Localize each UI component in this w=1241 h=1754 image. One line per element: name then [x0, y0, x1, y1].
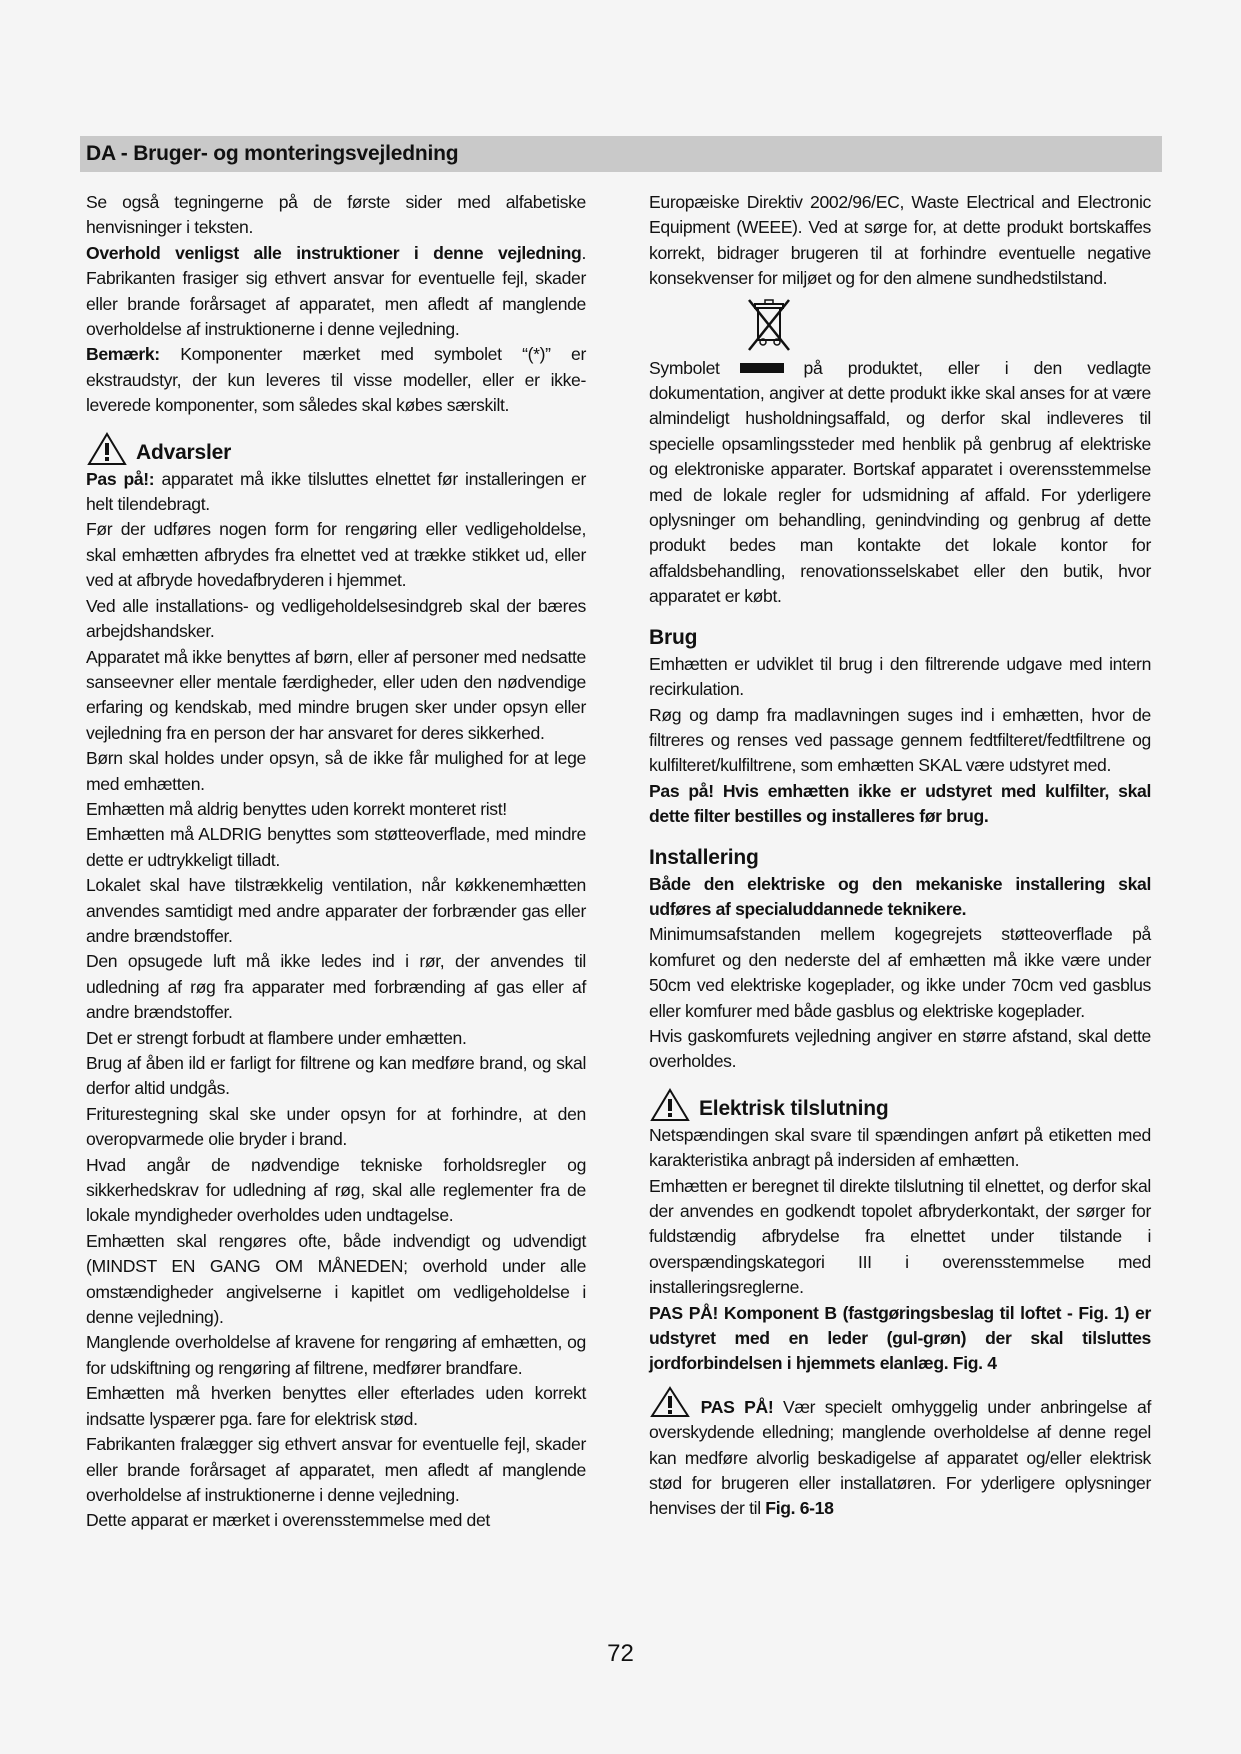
brug-warning: Pas på! Hvis emhætten ikke er udstyret med kulfilter, skal dette filter bestilles og installeres før brug.: [649, 780, 1151, 827]
electrical-title: Elektrisk tilslutning: [699, 1096, 889, 1120]
warning-paragraph: Brug af åben ild er farligt for filtrene og kan medføre brand, og skal derfor altid undgås.: [86, 1053, 586, 1099]
brug-title: Brug: [649, 625, 698, 649]
warning-paragraph: Fabrikanten fralægger sig ethvert ansvar for eventuelle fejl, skader eller brande forårsaget af apparatet, men afledt af manglende overholdelse af instruktionerne i denne vejledning.: [86, 1434, 586, 1505]
warning-triangle-icon: [649, 1385, 691, 1419]
intro-paragraph: Se også tegningerne på de første sider med alfabetiske henvisninger i teksten.: [86, 192, 586, 238]
symbol-line: [649, 356, 1151, 381]
warning-paragraph: Børn skal holdes under opsyn, så de ikke får mulighed for at lege med emhætten.: [86, 748, 586, 794]
warning-paragraph: Emhætten må ALDRIG benyttes som støtteoverflade, med mindre dette er udtrykkeligt tilladt.: [86, 824, 586, 870]
cable-warning-text: Vær specielt omhyggelig under anbringelse af overskydende elledning; manglende overholdelse af denne regel kan medføre alvorlig beskadigelse af apparatet og/eller elektrisk stød for brugeren eller installatøren. For yderligere oplysninger henvises der til: [649, 1396, 1151, 1519]
warnings-heading: [86, 431, 586, 467]
note-label: Bemærk:: [86, 344, 160, 365]
warning-paragraph: Den opsugede luft må ikke ledes ind i rør, der anvendes til udledning af røg fra apparater med forbrænding af gas eller af andre brændstoffer.: [86, 951, 586, 1023]
brug-paragraph: Emhætten er udviklet til brug i den filtrerende udgave med intern recirkulation.: [649, 653, 1151, 700]
section-header-bar: [80, 136, 1162, 172]
warning-triangle-icon: [86, 431, 128, 467]
instructions-text: . Fabrikanten frasiger sig ethvert ansvar for eventuelle fejl, skader eller brande forårsaget af apparatet, men afledt af manglende overholdelse af instruktionerne i denne vejledning.: [86, 242, 586, 340]
note-text: Komponenter mærket med symbolet “(*)” er ekstraudstyr, der kun leveres til visse modeller, eller er ikke-leverede komponenter, som således skal købes særskilt.: [86, 344, 586, 416]
warnings-title: Advarsler: [136, 440, 232, 464]
cable-warning-label: PAS PÅ!: [700, 1396, 774, 1417]
warning-paragraph: [86, 467, 586, 518]
warning-text: apparatet må ikke tilsluttes elnettet før installeringen er helt tilendebragt.: [86, 468, 586, 515]
cable-warning: [649, 1385, 1151, 1522]
figure-reference: Fig. 6-18: [765, 1498, 834, 1519]
symbol-word: Symbolet: [649, 357, 720, 378]
install-title: Installering: [649, 845, 759, 869]
left-column: [86, 190, 586, 1534]
install-paragraph: Minimumsafstanden mellem kogegrejets støtteoverflade på komfuret og den nederste del af emhætten må ikke være under 50cm ved elektriske kogeplader, og ikke under 70cm ved gasblus eller komfurer med både gasblus og elektriske kogeplader.: [649, 924, 1151, 1021]
warning-paragraph: Før der udføres nogen form for rengøring eller vedligeholdelse, skal emhætten afbrydes fra elnettet ved at trække stikket ud, eller ved at afbryde hovedafbryderen i hjemmet.: [86, 519, 586, 591]
instructions-emphasis: Overhold venligst alle instruktioner i denne vejledning: [86, 242, 582, 263]
warning-paragraph: Ved alle installations- og vedligeholdelsesindgreb skal der bæres arbejdshandsker.: [86, 595, 586, 642]
warning-triangle-icon: [649, 1087, 691, 1123]
weee-paragraph: Europæiske Direktiv 2002/96/EC, Waste Electrical and Electronic Equipment (WEEE). Ved at sørge for, at dette produkt bortskaffes korrekt, bidrager brugeren til at forhindre eventuelle negative konsekvenser for miljøet og for den almene sundhedstilstand.: [649, 192, 1151, 289]
warning-paragraph: Hvad angår de nødvendige tekniske forholdsregler og sikkerhedskrav for udledning af røg, skal alle reglementer fra de lokale myndigheder overholdes uden undtagelse.: [86, 1154, 586, 1226]
warning-paragraph: Manglende overholdelse af kravene for rengøring af emhætten, og for udskiftning og rengøring af filtrene, medfører brandfare.: [86, 1332, 586, 1378]
electrical-paragraph: Netspændingen skal svare til spændingen anført på etiketten med karakteristika anbragt på indersiden af emhætten.: [649, 1124, 1151, 1171]
warning-paragraph: Friturestegning skal ske under opsyn for at forhindre, at den overopvarmede olie bryder i brand.: [86, 1103, 586, 1150]
electrical-warning: PAS PÅ! Komponent B (fastgøringsbeslag til loftet - Fig. 1) er udstyret med en leder (gul-grøn) der skal tilsluttes jordforbindelsen i hjemmets elanlæg. Fig. 4: [649, 1302, 1151, 1374]
weee-crossed-bin-icon: [741, 296, 797, 354]
warning-paragraph: Emhætten må aldrig benyttes uden korrekt monteret rist!: [86, 798, 507, 819]
install-paragraph: Hvis gaskomfurets vejledning angiver en større afstand, skal dette overholdes.: [649, 1025, 1151, 1072]
warning-paragraph: Lokalet skal have tilstrækkelig ventilation, når køkkenemhætten anvendes samtidigt med andre apparater der forbrænder gas eller andre brændstoffer.: [86, 875, 586, 946]
brug-paragraph: Røg og damp fra madlavningen suges ind i emhætten, hvor de filtreres og renses ved passage gennem fedtfilteret/fedtfiltrene og kulfilteret/kulfiltrene, som emhætten SKAL være udstyret med.: [649, 704, 1151, 776]
page-number: 72: [607, 1640, 634, 1667]
symbol-after: på produktet, eller i den vedlagte: [803, 357, 1151, 378]
weee-symbol-block: [649, 296, 1151, 356]
warning-label: Pas på!:: [86, 468, 155, 489]
right-column: [649, 190, 1151, 1522]
warning-paragraph: Dette apparat er mærket i overensstemmelse med det: [86, 1510, 490, 1531]
warning-paragraph: Emhætten må hverken benyttes eller efterlades uden korrekt indsatte lyspærer pga. fare for elektrisk stød.: [86, 1383, 586, 1429]
note-paragraph: [86, 342, 586, 418]
install-emphasis: Både den elektriske og den mekaniske installering skal udføres af specialuddannede teknikere.: [649, 873, 1151, 919]
weee-bar-icon: [740, 363, 784, 373]
symbol-paragraph: dokumentation, angiver at dette produkt ikke skal anses for at være almindeligt husholdningsaffald, og derfor skal indleveres til specielle opsamlingssteder med henblik på genbrug af elektriske og elektroniske apparater. Bortskaf apparatet i overensstemmelse med de lokale regler for udsmidning af affald. For yderligere oplysninger om behandling, genindvinding og genbrug af dette produkt bedes man kontakte det lokale kontor for affaldsbehandling, renovationsselskabet eller den butik, hvor apparatet er købt.: [649, 383, 1151, 607]
warning-paragraph: Apparatet må ikke benyttes af børn, eller af personer med nedsatte sanseevner eller mentale færdigheder, eller uden den nødvendige erfaring og kendskab, med mindre brugen sker under opsyn eller vejledning fra en person der har ansvaret for deres sikkerhed.: [86, 646, 586, 743]
warning-paragraph: Emhætten skal rengøres ofte, både indvendigt og udvendigt (MINDST EN GANG OM MÅNEDEN; overhold under alle omstændigheder angivelserne i kapitlet om vedligeholdelse i denne vejledning).: [86, 1230, 586, 1328]
instructions-paragraph: [86, 241, 586, 343]
electrical-heading: [649, 1087, 1151, 1123]
electrical-paragraph: Emhætten er beregnet til direkte tilslutning til elnettet, og derfor skal der anvendes en godkendt topolet afbryderkontakt, der sørger for fuldstændig afbrydelse fra elnettet under tilstande i overspændingskategori III i overensstemmelse med installeringsreglerne.: [649, 1175, 1151, 1298]
section-title: DA - Bruger- og monteringsvejledning: [86, 142, 459, 165]
warning-paragraph: Det er strengt forbudt at flambere under emhætten.: [86, 1027, 467, 1048]
